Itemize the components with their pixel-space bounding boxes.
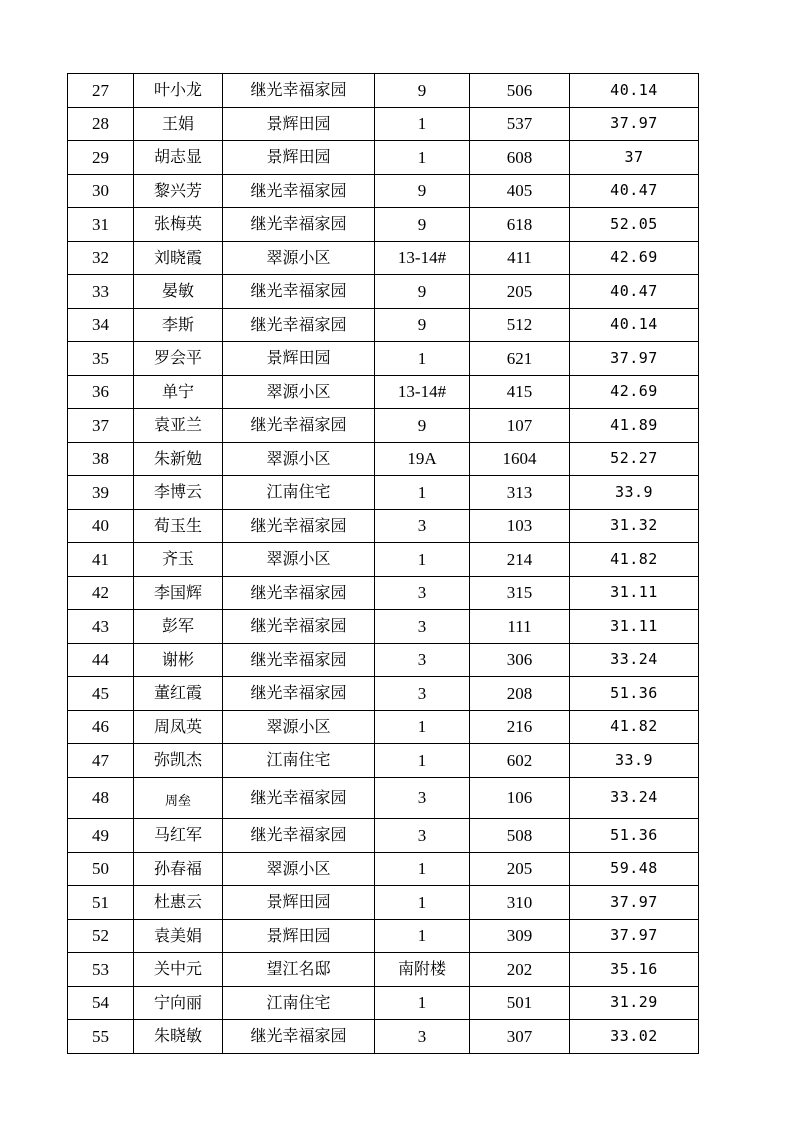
cell-area: 59.48 — [570, 852, 699, 886]
cell-number: 35 — [68, 342, 134, 376]
cell-community: 江南住宅 — [223, 986, 375, 1020]
cell-area: 37.97 — [570, 342, 699, 376]
cell-area: 41.89 — [570, 409, 699, 443]
cell-building: 13-14# — [375, 375, 470, 409]
table-row — [68, 643, 699, 677]
cell-number: 27 — [68, 74, 134, 108]
cell-number: 40 — [68, 509, 134, 543]
cell-community: 翠源小区 — [223, 442, 375, 476]
cell-community: 翠源小区 — [223, 241, 375, 275]
cell-area: 35.16 — [570, 953, 699, 987]
cell-community: 景辉田园 — [223, 886, 375, 920]
cell-area: 40.47 — [570, 275, 699, 309]
cell-area: 41.82 — [570, 710, 699, 744]
cell-community: 继光幸福家园 — [223, 576, 375, 610]
cell-building: 1 — [375, 744, 470, 778]
table-row — [68, 442, 699, 476]
cell-room: 506 — [470, 74, 570, 108]
cell-community: 翠源小区 — [223, 543, 375, 577]
table-row — [68, 375, 699, 409]
cell-community: 景辉田园 — [223, 919, 375, 953]
table-row — [68, 409, 699, 443]
table-row — [68, 543, 699, 577]
cell-community: 景辉田园 — [223, 141, 375, 175]
cell-name: 周垒 — [134, 777, 223, 819]
cell-room: 103 — [470, 509, 570, 543]
cell-room: 608 — [470, 141, 570, 175]
cell-name: 袁亚兰 — [134, 409, 223, 443]
cell-room: 411 — [470, 241, 570, 275]
table-row — [68, 241, 699, 275]
cell-name: 彭军 — [134, 610, 223, 644]
cell-name: 晏敏 — [134, 275, 223, 309]
cell-community: 江南住宅 — [223, 476, 375, 510]
cell-area: 41.82 — [570, 543, 699, 577]
cell-number: 42 — [68, 576, 134, 610]
cell-name: 朱新勉 — [134, 442, 223, 476]
cell-number: 53 — [68, 953, 134, 987]
cell-community: 继光幸福家园 — [223, 208, 375, 242]
table-row — [68, 476, 699, 510]
cell-community: 景辉田园 — [223, 107, 375, 141]
cell-name: 周凤英 — [134, 710, 223, 744]
cell-community: 继光幸福家园 — [223, 819, 375, 853]
cell-area: 31.11 — [570, 576, 699, 610]
table-row — [68, 744, 699, 778]
cell-number: 52 — [68, 919, 134, 953]
cell-name: 董红霞 — [134, 677, 223, 711]
cell-room: 405 — [470, 174, 570, 208]
cell-building: 3 — [375, 610, 470, 644]
cell-name: 罗会平 — [134, 342, 223, 376]
cell-name: 袁美娟 — [134, 919, 223, 953]
cell-room: 415 — [470, 375, 570, 409]
cell-area: 42.69 — [570, 241, 699, 275]
cell-area: 42.69 — [570, 375, 699, 409]
table-row — [68, 509, 699, 543]
cell-building: 1 — [375, 476, 470, 510]
cell-area: 31.11 — [570, 610, 699, 644]
table-row — [68, 1020, 699, 1054]
cell-area: 52.27 — [570, 442, 699, 476]
cell-name: 李斯 — [134, 308, 223, 342]
cell-building: 3 — [375, 677, 470, 711]
cell-area: 37.97 — [570, 919, 699, 953]
cell-name: 谢彬 — [134, 643, 223, 677]
cell-room: 107 — [470, 409, 570, 443]
cell-building: 9 — [375, 308, 470, 342]
cell-room: 205 — [470, 275, 570, 309]
cell-building: 1 — [375, 342, 470, 376]
table-row — [68, 141, 699, 175]
cell-room: 618 — [470, 208, 570, 242]
cell-area: 37.97 — [570, 107, 699, 141]
cell-name: 朱晓敏 — [134, 1020, 223, 1054]
cell-area: 33.24 — [570, 643, 699, 677]
cell-room: 205 — [470, 852, 570, 886]
cell-room: 508 — [470, 819, 570, 853]
cell-community: 继光幸福家园 — [223, 509, 375, 543]
cell-area: 51.36 — [570, 819, 699, 853]
cell-name: 胡志显 — [134, 141, 223, 175]
cell-area: 40.14 — [570, 308, 699, 342]
cell-building: 1 — [375, 986, 470, 1020]
cell-number: 51 — [68, 886, 134, 920]
cell-area: 31.32 — [570, 509, 699, 543]
cell-community: 继光幸福家园 — [223, 777, 375, 819]
cell-room: 307 — [470, 1020, 570, 1054]
cell-number: 32 — [68, 241, 134, 275]
cell-building: 1 — [375, 886, 470, 920]
cell-community: 望江名邸 — [223, 953, 375, 987]
cell-community: 翠源小区 — [223, 375, 375, 409]
cell-number: 54 — [68, 986, 134, 1020]
cell-community: 继光幸福家园 — [223, 1020, 375, 1054]
cell-number: 43 — [68, 610, 134, 644]
cell-building: 13-14# — [375, 241, 470, 275]
cell-number: 39 — [68, 476, 134, 510]
cell-number: 55 — [68, 1020, 134, 1054]
cell-building: 3 — [375, 509, 470, 543]
cell-name: 张梅英 — [134, 208, 223, 242]
cell-room: 512 — [470, 308, 570, 342]
table-row — [68, 107, 699, 141]
cell-room: 313 — [470, 476, 570, 510]
cell-number: 28 — [68, 107, 134, 141]
cell-area: 33.02 — [570, 1020, 699, 1054]
table-row — [68, 308, 699, 342]
cell-number: 46 — [68, 710, 134, 744]
table-row — [68, 852, 699, 886]
cell-community: 继光幸福家园 — [223, 275, 375, 309]
table-row — [68, 777, 699, 819]
cell-building: 9 — [375, 208, 470, 242]
cell-building: 3 — [375, 777, 470, 819]
table-row — [68, 919, 699, 953]
cell-building: 3 — [375, 643, 470, 677]
table-row — [68, 710, 699, 744]
cell-number: 45 — [68, 677, 134, 711]
cell-community: 继光幸福家园 — [223, 74, 375, 108]
cell-community: 继光幸福家园 — [223, 677, 375, 711]
cell-building: 3 — [375, 1020, 470, 1054]
cell-room: 202 — [470, 953, 570, 987]
cell-room: 1604 — [470, 442, 570, 476]
cell-community: 继光幸福家园 — [223, 409, 375, 443]
cell-community: 继光幸福家园 — [223, 643, 375, 677]
cell-number: 48 — [68, 777, 134, 819]
cell-building: 南附楼 — [375, 953, 470, 987]
cell-room: 602 — [470, 744, 570, 778]
table-row — [68, 74, 699, 108]
cell-area: 33.9 — [570, 476, 699, 510]
cell-number: 37 — [68, 409, 134, 443]
cell-room: 214 — [470, 543, 570, 577]
table-row — [68, 610, 699, 644]
cell-number: 50 — [68, 852, 134, 886]
cell-number: 30 — [68, 174, 134, 208]
cell-room: 309 — [470, 919, 570, 953]
cell-room: 621 — [470, 342, 570, 376]
table-row — [68, 819, 699, 853]
cell-room: 106 — [470, 777, 570, 819]
cell-room: 310 — [470, 886, 570, 920]
cell-community: 继光幸福家园 — [223, 610, 375, 644]
cell-number: 31 — [68, 208, 134, 242]
cell-area: 37.97 — [570, 886, 699, 920]
cell-area: 31.29 — [570, 986, 699, 1020]
table-row — [68, 953, 699, 987]
cell-area: 37 — [570, 141, 699, 175]
cell-name: 关中元 — [134, 953, 223, 987]
table-body — [68, 74, 699, 1054]
cell-name: 李国辉 — [134, 576, 223, 610]
table-row — [68, 886, 699, 920]
cell-number: 36 — [68, 375, 134, 409]
cell-building: 19A — [375, 442, 470, 476]
cell-area: 40.14 — [570, 74, 699, 108]
table-row — [68, 677, 699, 711]
cell-name: 齐玉 — [134, 543, 223, 577]
cell-community: 江南住宅 — [223, 744, 375, 778]
cell-building: 1 — [375, 919, 470, 953]
cell-community: 继光幸福家园 — [223, 174, 375, 208]
cell-room: 208 — [470, 677, 570, 711]
cell-building: 1 — [375, 710, 470, 744]
cell-name: 单宁 — [134, 375, 223, 409]
cell-building: 1 — [375, 852, 470, 886]
cell-room: 306 — [470, 643, 570, 677]
cell-building: 9 — [375, 74, 470, 108]
cell-room: 537 — [470, 107, 570, 141]
cell-number: 34 — [68, 308, 134, 342]
cell-number: 44 — [68, 643, 134, 677]
cell-name: 孙春福 — [134, 852, 223, 886]
table-row — [68, 576, 699, 610]
cell-room: 111 — [470, 610, 570, 644]
cell-area: 51.36 — [570, 677, 699, 711]
cell-community: 景辉田园 — [223, 342, 375, 376]
cell-number: 41 — [68, 543, 134, 577]
cell-community: 继光幸福家园 — [223, 308, 375, 342]
cell-building: 3 — [375, 819, 470, 853]
cell-building: 1 — [375, 141, 470, 175]
cell-number: 33 — [68, 275, 134, 309]
cell-community: 翠源小区 — [223, 852, 375, 886]
cell-name: 王娟 — [134, 107, 223, 141]
table-row — [68, 174, 699, 208]
cell-area: 33.24 — [570, 777, 699, 819]
cell-name: 刘晓霞 — [134, 241, 223, 275]
table-row — [68, 342, 699, 376]
table-row — [68, 208, 699, 242]
cell-building: 1 — [375, 107, 470, 141]
cell-name: 李博云 — [134, 476, 223, 510]
cell-building: 9 — [375, 174, 470, 208]
data-table — [67, 73, 699, 1054]
cell-room: 216 — [470, 710, 570, 744]
cell-name: 黎兴芳 — [134, 174, 223, 208]
cell-room: 501 — [470, 986, 570, 1020]
cell-area: 40.47 — [570, 174, 699, 208]
cell-building: 1 — [375, 543, 470, 577]
cell-community: 翠源小区 — [223, 710, 375, 744]
cell-number: 38 — [68, 442, 134, 476]
cell-room: 315 — [470, 576, 570, 610]
cell-building: 9 — [375, 275, 470, 309]
cell-building: 9 — [375, 409, 470, 443]
cell-building: 3 — [375, 576, 470, 610]
cell-area: 52.05 — [570, 208, 699, 242]
cell-number: 49 — [68, 819, 134, 853]
cell-name: 荀玉生 — [134, 509, 223, 543]
cell-name: 叶小龙 — [134, 74, 223, 108]
cell-name: 杜惠云 — [134, 886, 223, 920]
cell-number: 29 — [68, 141, 134, 175]
table-row — [68, 275, 699, 309]
cell-number: 47 — [68, 744, 134, 778]
cell-name: 马红军 — [134, 819, 223, 853]
cell-name: 弥凯杰 — [134, 744, 223, 778]
table-row — [68, 986, 699, 1020]
cell-area: 33.9 — [570, 744, 699, 778]
cell-name: 宁向丽 — [134, 986, 223, 1020]
